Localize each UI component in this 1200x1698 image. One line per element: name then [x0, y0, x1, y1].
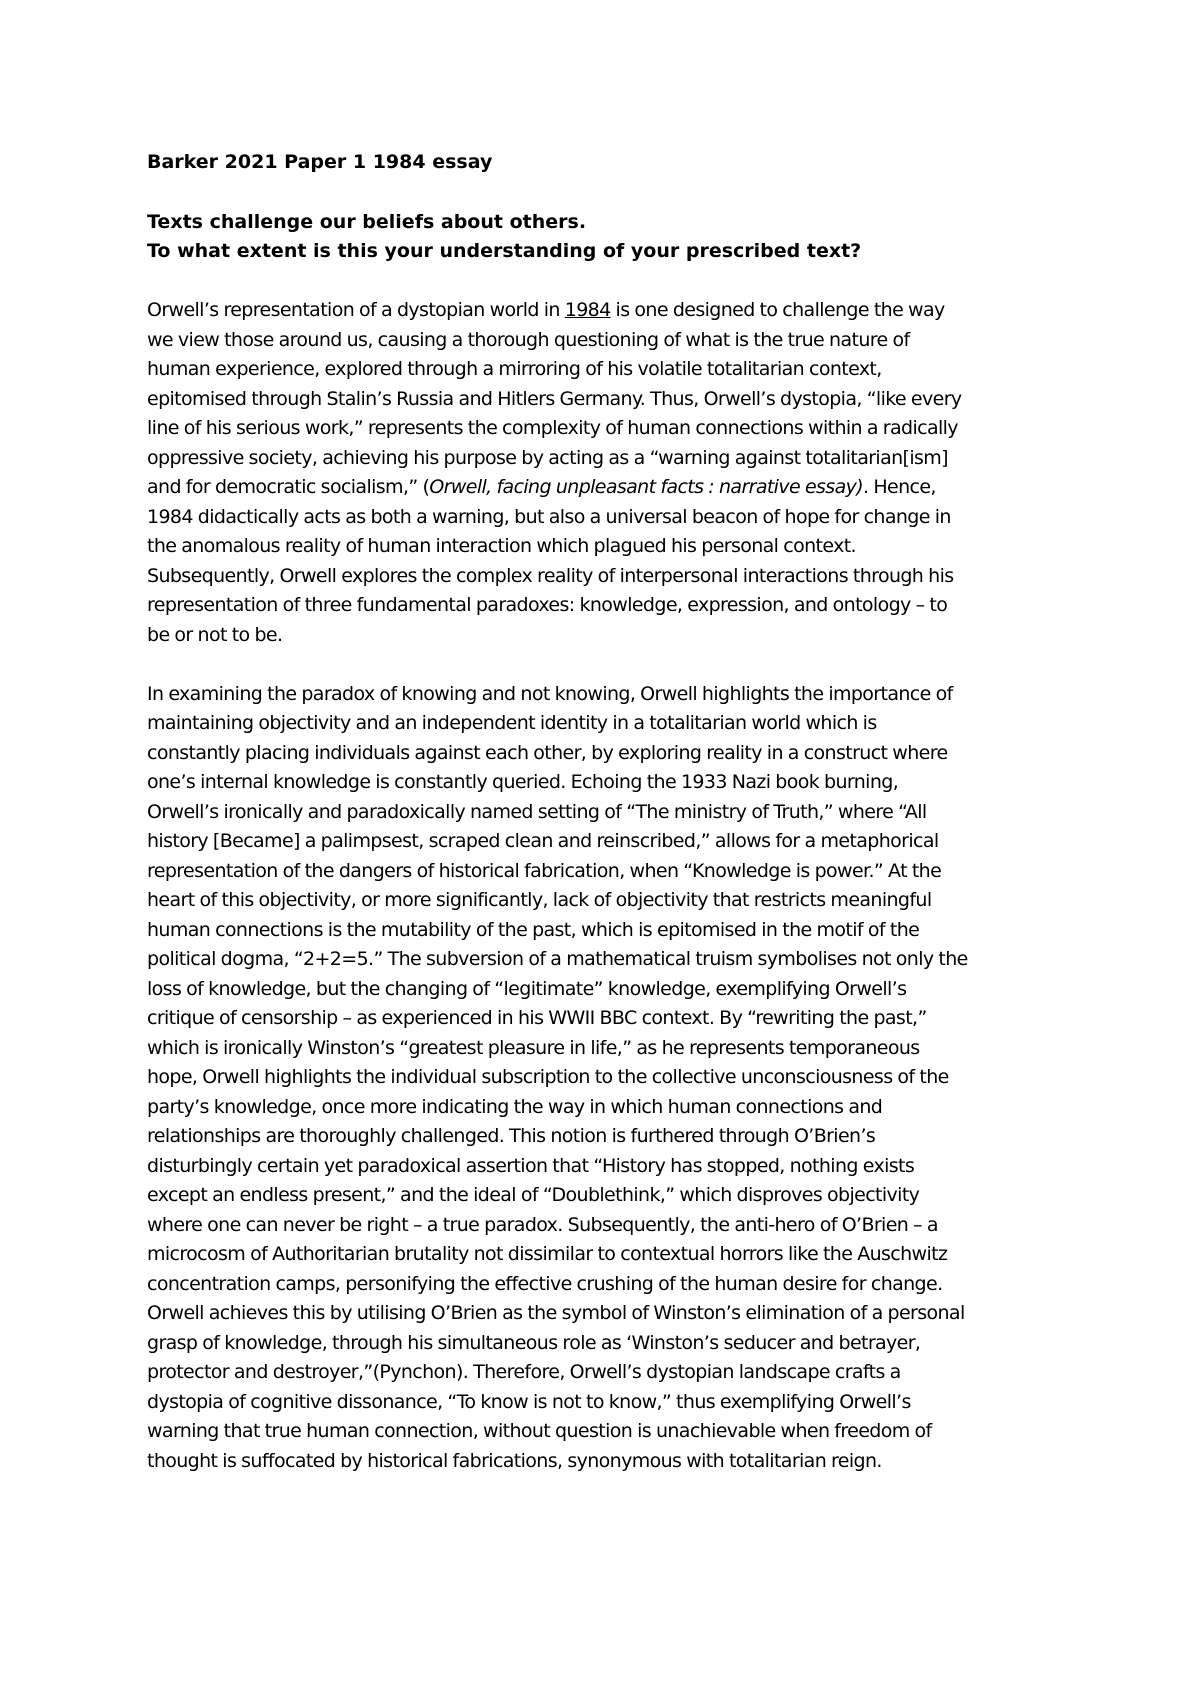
paragraph-line: oppressive society, achieving his purpose by acting as a “warning against totalitarian[ism] — [147, 446, 948, 469]
paragraph-line: thought is suffocated by historical fabrications, synonymous with totalitarian reign. — [147, 1449, 882, 1472]
paragraph-line: Subsequently, Orwell explores the complex reality of interpersonal interactions through his — [147, 564, 954, 587]
paragraph-line: disturbingly certain yet paradoxical assertion that “History has stopped, nothing exists — [147, 1154, 915, 1177]
paragraph-line: party’s knowledge, once more indicating the way in which human connections and — [147, 1095, 883, 1118]
paragraph-line: warning that true human connection, without question is unachievable when freedom of — [147, 1420, 932, 1442]
paragraph-line: loss of knowledge, but the changing of “legitimate” knowledge, exemplifying Orwell’s — [147, 977, 907, 1000]
paragraph-line: In examining the paradox of knowing and not knowing, Orwell highlights the importance of — [147, 682, 953, 705]
italic-citation: Orwell, facing unpleasant facts : narrative essay) — [429, 476, 864, 498]
paragraph-line: hope, Orwell highlights the individual subscription to the collective unconsciousness of the — [147, 1066, 949, 1088]
text-run: . Hence, — [863, 476, 936, 498]
paragraph-line: grasp of knowledge, through his simultaneous role as ‘Winston’s seducer and betrayer, — [147, 1331, 921, 1354]
paragraph-introduction — [147, 296, 1072, 650]
text-run: Orwell’s representation of a dystopian world in — [147, 299, 565, 321]
paragraph-line: where one can never be right – a true paradox. Subsequently, the anti-hero of O’Brien – a — [147, 1213, 938, 1236]
paragraph-line: except an endless present,” and the ideal of “Doublethink,” which disproves objectivity — [147, 1184, 920, 1206]
paragraph-line: 1984 didactically acts as both a warning, but also a universal beacon of hope for change in — [147, 505, 951, 528]
paragraph-line: Orwell achieves this by utilising O’Brien as the symbol of Winston’s elimination of a personal — [147, 1302, 965, 1324]
text-run: is one designed to challenge the way — [610, 299, 945, 321]
paragraph-line: microcosm of Authoritarian brutality not dissimilar to contextual horrors like the Auschwitz — [147, 1243, 948, 1265]
question-line: Texts challenge our beliefs about others. — [147, 210, 587, 233]
paragraph-line: representation of three fundamental paradoxes: knowledge, expression, and ontology – to — [147, 594, 948, 616]
paragraph-line: critique of censorship – as experienced in his WWII BBC context. By “rewriting the past,” — [147, 1007, 927, 1029]
paragraph-line: representation of the dangers of historical fabrication, when “Knowledge is power.” At the — [147, 859, 942, 882]
paragraph-line: epitomised through Stalin’s Russia and Hitlers Germany. Thus, Orwell’s dystopia, “like every — [147, 387, 962, 410]
paragraph-line: one’s internal knowledge is constantly queried. Echoing the 1933 Nazi book burning, — [147, 771, 899, 793]
paragraph-line: political dogma, “2+2=5.” The subversion of a mathematical truism symbolises not only the — [147, 948, 968, 970]
paragraph-line: human connections is the mutability of the past, which is epitomised in the motif of the — [147, 918, 920, 941]
underlined-title: 1984 — [564, 299, 611, 321]
paragraph-line: history [Became] a palimpsest, scraped clean and reinscribed,” allows for a metaphorical — [147, 830, 939, 852]
essay-question — [147, 208, 1072, 267]
paragraph-line: protector and destroyer,”(Pynchon). Therefore, Orwell’s dystopian landscape crafts a — [147, 1361, 901, 1383]
paragraph-line: dystopia of cognitive dissonance, “To know is not to know,” thus exemplifying Orwell’s — [147, 1390, 911, 1413]
paragraph-line: which is ironically Winston’s “greatest pleasure in life,” as he represents temporaneous — [147, 1036, 920, 1059]
paragraph-line: Orwell’s ironically and paradoxically named setting of “The ministry of Truth,” where “All — [147, 800, 927, 823]
paragraph-line: line of his serious work,” represents the complexity of human connections within a radically — [147, 417, 958, 439]
essay-title: Barker 2021 Paper 1 1984 essay — [147, 151, 493, 173]
essay-content — [147, 148, 1072, 1476]
question-line: To what extent is this your understanding of your prescribed text? — [147, 240, 862, 262]
paragraph-line: human experience, explored through a mirroring of his volatile totalitarian context, — [147, 358, 882, 380]
paragraph-line: be or not to be. — [147, 623, 283, 646]
paragraph-line: we view those around us, causing a thorough questioning of what is the true nature of — [147, 328, 910, 351]
text-run: and for democratic socialism,” ( — [147, 476, 430, 498]
paragraph-body — [147, 680, 1072, 1477]
paragraph-line: concentration camps, personifying the effective crushing of the human desire for change. — [147, 1272, 943, 1295]
paragraph-line: heart of this objectivity, or more significantly, lack of objectivity that restricts meaningful — [147, 889, 932, 911]
paragraph-line — [147, 473, 1072, 503]
paragraph-line — [147, 296, 1072, 326]
paragraph-line: constantly placing individuals against each other, by exploring reality in a construct where — [147, 741, 948, 764]
paragraph-line: the anomalous reality of human interaction which plagued his personal context. — [147, 535, 856, 557]
paragraph-line: maintaining objectivity and an independent identity in a totalitarian world which is — [147, 712, 877, 734]
paragraph-line: relationships are thoroughly challenged. This notion is furthered through O’Brien’s — [147, 1125, 876, 1147]
